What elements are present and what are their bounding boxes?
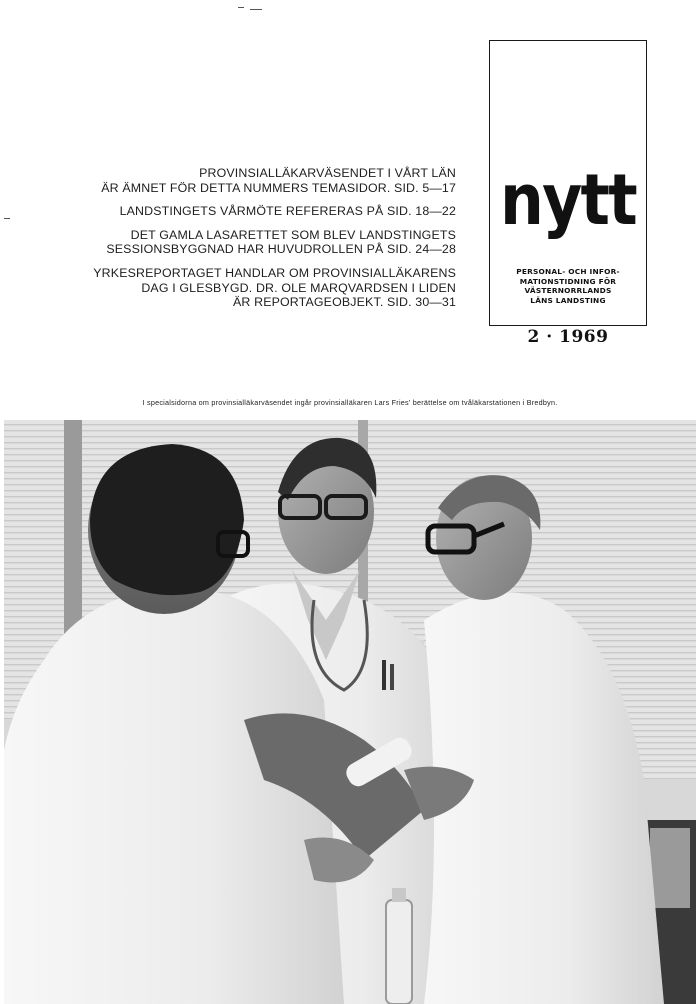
headline-4 bbox=[60, 266, 456, 310]
headline-3 bbox=[60, 228, 456, 257]
headline-line: YRKESREPORTAGET HANDLAR OM PROVINSIALLÄKARENS bbox=[93, 265, 456, 280]
bottle-cap bbox=[392, 888, 406, 902]
photo-illustration bbox=[4, 420, 696, 1004]
three-doctors-photo bbox=[4, 420, 696, 1004]
tagline-line: VÄSTERNORRLANDS bbox=[524, 286, 612, 296]
photo-caption: I specialsidorna om provinsialläkarväsendet ingår provinsialläkaren Lars Fries' berättelse om tvåläkarstationen i Bredbyn. bbox=[142, 398, 558, 407]
edge-mark-top-2 bbox=[250, 9, 262, 10]
headline-line: PROVINSIALLÄKARVÄSENDET I VÅRT LÄN bbox=[199, 166, 456, 180]
headline-2 bbox=[60, 204, 456, 219]
magazine-logo: nytt bbox=[500, 159, 636, 241]
headline-line: LANDSTINGETS VÅRMÖTE REFERERAS PÅ SID. 18—22 bbox=[119, 204, 456, 219]
headline-1 bbox=[60, 166, 456, 195]
tagline-line: PERSONAL- OCH INFOR- bbox=[516, 267, 620, 276]
left-doctor-coat bbox=[4, 589, 344, 1004]
left-doctor-hair bbox=[90, 444, 244, 595]
edge-mark-top bbox=[238, 7, 244, 8]
window-frame-left bbox=[64, 420, 82, 640]
tagline-line: MATIONSTIDNING FÖR bbox=[519, 276, 617, 286]
headline-line: DAG I GLESBYGD. DR. OLE MARQVARDSEN I LIDEN bbox=[141, 280, 456, 295]
pens-in-pocket bbox=[382, 660, 386, 690]
tagline-line: LÄNS LANDSTING bbox=[530, 295, 606, 305]
bottle bbox=[386, 900, 412, 1004]
headline-line: SESSIONSBYGGNAD HAR HUVUDROLLEN PÅ SID. 24—28 bbox=[106, 242, 456, 257]
magazine-tagline bbox=[500, 267, 636, 305]
edge-mark-left bbox=[4, 218, 10, 219]
headline-line: ÄR REPORTAGEOBJEKT. SID. 30—31 bbox=[232, 295, 456, 310]
issue-number: 2 · 1969 bbox=[527, 327, 609, 347]
headline-line: ÄR ÄMNET FÖR DETTA NUMMERS TEMASIDOR. SID. 5—17 bbox=[101, 180, 456, 195]
cabinet-right-panel bbox=[650, 828, 690, 908]
headline-line: DET GAMLA LASARETTET SOM BLEV LANDSTINGETS bbox=[130, 227, 456, 242]
masthead-box bbox=[489, 40, 647, 347]
pens-in-pocket-2 bbox=[390, 664, 394, 690]
cover-headlines bbox=[60, 166, 456, 319]
